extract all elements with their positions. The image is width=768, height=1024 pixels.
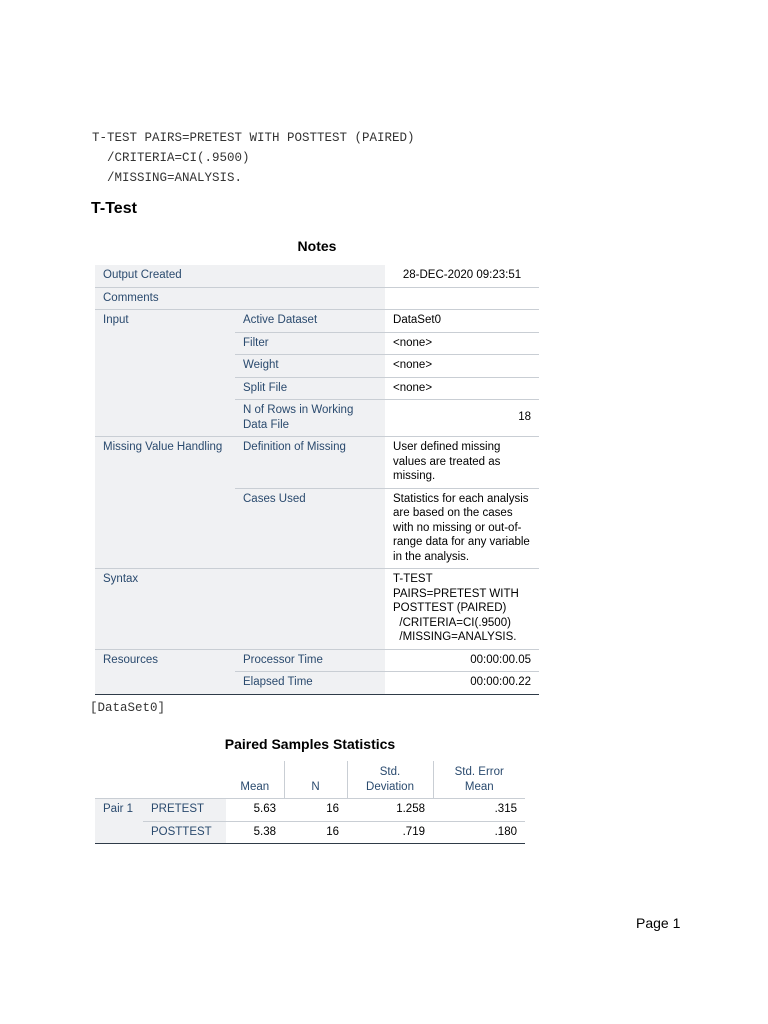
elapsed-time-value: 00:00:00.22 bbox=[385, 672, 539, 695]
syntax-line: /CRITERIA=CI(.9500) bbox=[92, 151, 250, 165]
notes-row-syntax bbox=[95, 569, 539, 650]
input-label: Input bbox=[95, 310, 235, 437]
weight-value: <none> bbox=[385, 355, 539, 378]
mean-value: 5.63 bbox=[226, 799, 284, 822]
n-rows-value: 18 bbox=[385, 400, 539, 437]
definition-of-missing-label: Definition of Missing bbox=[235, 437, 385, 489]
syntax-block bbox=[92, 128, 415, 188]
n-value: 16 bbox=[284, 821, 347, 844]
split-file-label: Split File bbox=[235, 377, 385, 400]
weight-label: Weight bbox=[235, 355, 385, 378]
paired-stats-table bbox=[95, 761, 525, 844]
header-corner bbox=[95, 761, 226, 799]
syntax-label: Syntax bbox=[95, 569, 385, 650]
notes-row-processor-time bbox=[95, 649, 539, 672]
syntax-line: T-TEST PAIRS=PRETEST WITH POSTTEST (PAIRED) bbox=[92, 131, 415, 145]
std-error-mean-value: .315 bbox=[433, 799, 525, 822]
dataset-tag: [DataSet0] bbox=[90, 701, 166, 715]
filter-value: <none> bbox=[385, 332, 539, 355]
comments-label: Comments bbox=[95, 287, 385, 310]
syntax-value-line: T-TEST bbox=[393, 573, 433, 585]
col-header-n: N bbox=[284, 761, 347, 799]
output-created-value: 28-DEC-2020 09:23:51 bbox=[385, 265, 539, 287]
cases-used-value: Statistics for each analysis are based on the cases with no missing or out-of-range data for any variable in the analysis. bbox=[385, 488, 539, 569]
missing-value-handling-label: Missing Value Handling bbox=[95, 437, 235, 569]
table-row bbox=[95, 799, 525, 822]
variable-label: POSTTEST bbox=[143, 821, 226, 844]
comments-value bbox=[385, 287, 539, 310]
cases-used-label: Cases Used bbox=[235, 488, 385, 569]
notes-row-definition-of-missing bbox=[95, 437, 539, 489]
variable-label: PRETEST bbox=[143, 799, 226, 822]
notes-row-output-created bbox=[95, 265, 539, 287]
syntax-line: /MISSING=ANALYSIS. bbox=[92, 171, 243, 185]
active-dataset-label: Active Dataset bbox=[235, 310, 385, 333]
notes-table-title: Notes bbox=[297, 238, 337, 254]
syntax-value-line: PAIRS=PRETEST WITH bbox=[393, 587, 519, 600]
paired-stats-header-row bbox=[95, 761, 525, 799]
notes-row-active-dataset bbox=[95, 310, 539, 333]
split-file-value: <none> bbox=[385, 377, 539, 400]
processor-time-label: Processor Time bbox=[235, 649, 385, 672]
output-created-label: Output Created bbox=[95, 265, 385, 287]
std-deviation-value: .719 bbox=[347, 821, 433, 844]
syntax-value bbox=[385, 569, 539, 650]
col-header-mean: Mean bbox=[226, 761, 284, 799]
page-number: Page 1 bbox=[636, 915, 681, 931]
filter-label: Filter bbox=[235, 332, 385, 355]
col-header-std-deviation: Std. Deviation bbox=[347, 761, 433, 799]
paired-stats-title: Paired Samples Statistics bbox=[224, 736, 396, 752]
n-value: 16 bbox=[284, 799, 347, 822]
notes-table bbox=[95, 265, 539, 695]
std-error-mean-value: .180 bbox=[433, 821, 525, 844]
syntax-value-line: /CRITERIA=CI(.9500) bbox=[393, 616, 511, 629]
syntax-value-line: POSTTEST (PAIRED) bbox=[393, 602, 507, 614]
processor-time-value: 00:00:00.05 bbox=[385, 649, 539, 672]
resources-label: Resources bbox=[95, 649, 235, 694]
col-header-std-error-mean: Std. Error Mean bbox=[433, 761, 525, 799]
mean-value: 5.38 bbox=[226, 821, 284, 844]
table-row bbox=[95, 821, 525, 844]
notes-row-comments bbox=[95, 287, 539, 310]
elapsed-time-label: Elapsed Time bbox=[235, 672, 385, 695]
active-dataset-value: DataSet0 bbox=[385, 310, 539, 333]
pair-label: Pair 1 bbox=[95, 799, 143, 844]
n-rows-label: N of Rows in Working Data File bbox=[235, 400, 385, 437]
section-heading: T-Test bbox=[91, 200, 137, 217]
std-deviation-value: 1.258 bbox=[347, 799, 433, 822]
definition-of-missing-value: User defined missing values are treated as missing. bbox=[385, 437, 539, 489]
syntax-value-line: /MISSING=ANALYSIS. bbox=[393, 631, 517, 643]
